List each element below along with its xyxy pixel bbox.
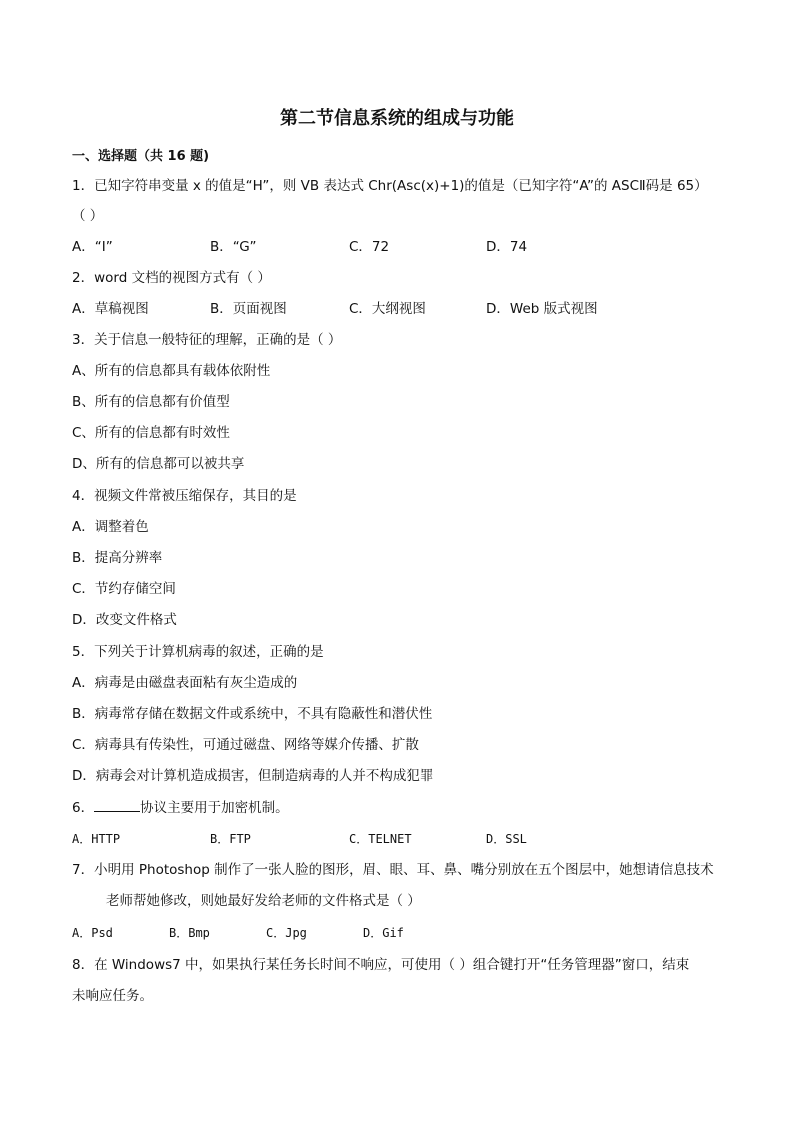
question-5-option-a: A．病毒是由磁盘表面粘有灰尘造成的 [72,675,298,691]
question-5-option-b: B．病毒常存储在数据文件或系统中，不具有隐蔽性和潜伏性 [72,706,433,722]
question-4-option-d: D．改变文件格式 [72,612,177,628]
question-8-text-line2: 未响应任务。 [72,988,153,1004]
question-5-option-d: D．病毒会对计算机造成损害，但制造病毒的人并不构成犯罪 [72,768,434,784]
question-3-text: 3．关于信息一般特征的理解，正确的是（ ） [72,332,342,348]
question-4-option-a: A．调整着色 [72,519,149,535]
option-b: B．“G” [210,239,257,255]
option-c: C．Jpg [266,926,307,940]
question-2-text: 2．word 文档的视图方式有（ ） [72,270,271,286]
question-5-text: 5．下列关于计算机病毒的叙述，正确的是 [72,644,324,660]
question-8-text-line1: 8．在 Windows7 中，如果执行某任务长时间不响应，可使用（ ）组合键打开“任务管理器”窗口，结束 [72,957,690,973]
option-c: C．72 [349,239,390,255]
question-7-text-line1: 7．小明用 Photoshop 制作了一张人脸的图形，眉、眼、耳、鼻、嘴分别放在五个图层中，她想请信息技术 [72,862,714,878]
question-3-option-b: B、所有的信息都有价值型 [72,394,230,410]
question-6-body: 协议主要用于加密机制。 [140,800,289,816]
question-3-option-a: A、所有的信息都具有载体依附性 [72,363,271,379]
question-6-number: 6． [72,800,95,816]
option-b: B．Bmp [169,926,210,940]
option-c: C．大纲视图 [349,301,426,317]
option-b: B．页面视图 [210,301,287,317]
option-c: C．TELNET [349,832,412,846]
question-5-option-c: C．病毒具有传染性，可通过磁盘、网络等媒介传播、扩散 [72,737,419,753]
question-1-paren: （ ） [72,208,104,224]
option-a: A．HTTP [72,832,121,846]
page-title: 第二节信息系统的组成与功能 [280,108,514,129]
answer-blank [94,797,140,812]
question-7-text-line2: 老师帮她修改，则她最好发给老师的文件格式是（ ） [106,893,421,909]
question-3-option-c: C、所有的信息都有时效性 [72,425,230,441]
option-d: D．SSL [486,832,527,846]
question-4-option-b: B．提高分辨率 [72,550,163,566]
option-b: B．FTP [210,832,251,846]
option-a: A．Psd [72,926,113,940]
question-1-text: 1．已知字符串变量 x 的值是“H”，则 VB 表达式 Chr(Asc(x)+1)的值是（已知字符“A”的 ASCⅡ码是 65） [72,178,708,194]
option-d: D．Gif [363,926,404,940]
option-a: A．草稿视图 [72,301,149,317]
question-3-option-d: D、所有的信息都可以被共享 [72,456,245,472]
option-a: A．“I” [72,239,113,255]
section-heading: 一、选择题（共 16 题) [72,149,210,164]
question-4-option-c: C．节约存储空间 [72,581,176,597]
option-d: D．Web 版式视图 [486,301,598,317]
option-d: D．74 [486,239,528,255]
question-4-text: 4．视频文件常被压缩保存，其目的是 [72,488,297,504]
question-6-text [72,797,289,818]
